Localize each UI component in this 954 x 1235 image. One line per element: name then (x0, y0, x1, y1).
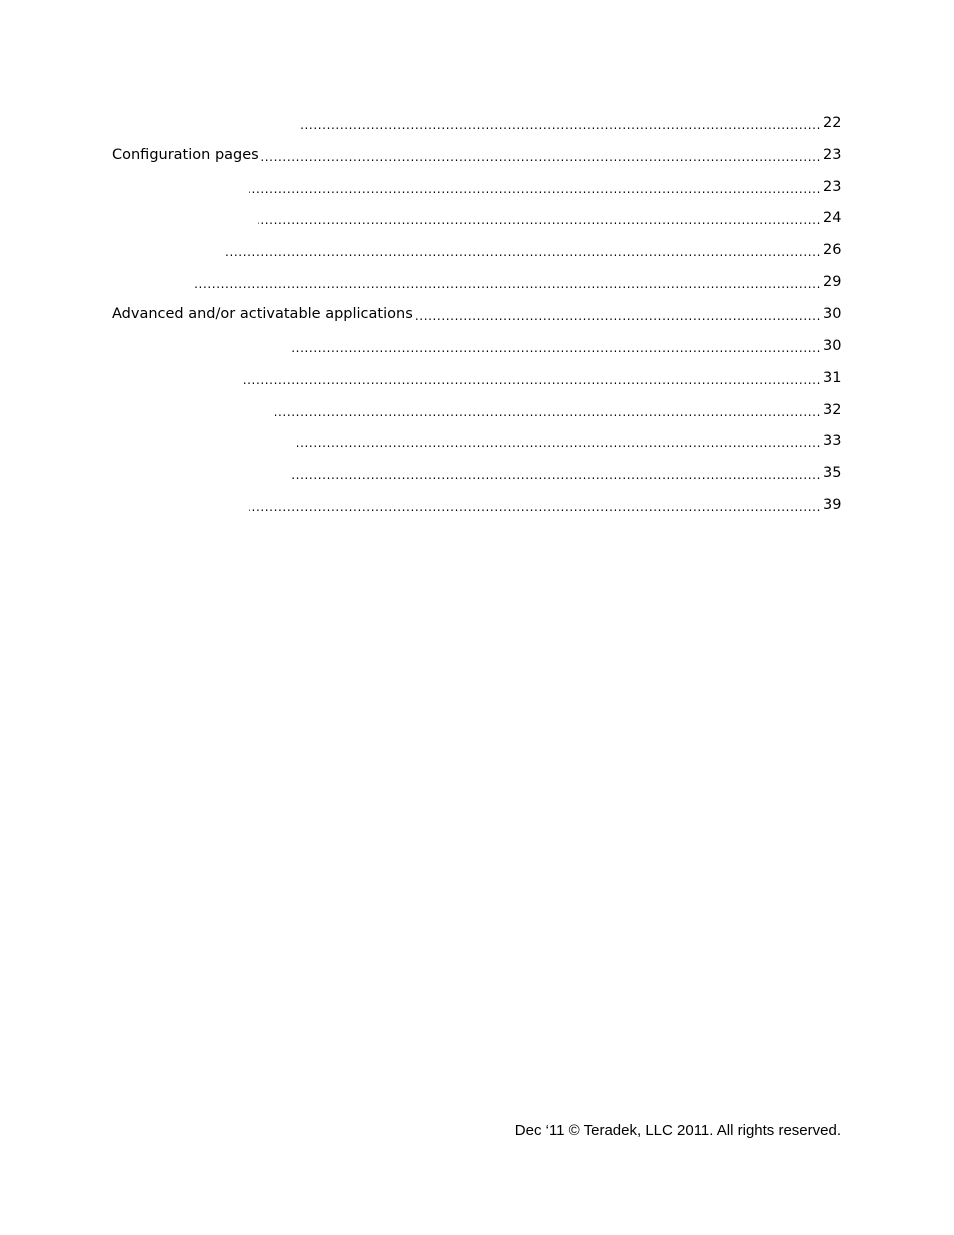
toc-entry-title: Advanced and/or activatable applications (112, 306, 413, 322)
toc-dot-leader (249, 176, 821, 198)
toc-entry[interactable] (301, 112, 841, 134)
toc-page-number: 30 (823, 338, 841, 354)
toc-dot-leader (258, 207, 821, 229)
toc-entry[interactable] (275, 399, 841, 421)
toc-entry[interactable] (292, 462, 841, 484)
toc-page-number: 32 (823, 402, 841, 418)
toc-page-number: 24 (823, 210, 841, 226)
toc-entry-title: Configuration pages (112, 147, 259, 163)
toc-entry[interactable] (241, 367, 841, 389)
toc-dot-leader (301, 112, 821, 134)
toc-dot-leader (292, 335, 821, 357)
toc-dot-leader (413, 303, 821, 325)
toc-page-number: 23 (823, 147, 841, 163)
table-of-contents (0, 0, 954, 540)
page-footer: Dec ‘11 © Teradek, LLC 2011. All rights reserved. (514, 1122, 841, 1139)
toc-dot-leader (249, 494, 821, 516)
toc-page-number: 22 (823, 115, 841, 131)
toc-entry[interactable] (193, 271, 841, 293)
toc-dot-leader (292, 462, 821, 484)
toc-page-number: 39 (823, 497, 841, 513)
toc-page-number: 30 (823, 306, 841, 322)
toc-dot-leader (241, 367, 821, 389)
toc-page-number: 35 (823, 465, 841, 481)
toc-entry[interactable] (249, 494, 841, 516)
toc-dot-leader (259, 144, 821, 166)
toc-dot-leader (297, 430, 821, 452)
toc-dot-leader (275, 399, 821, 421)
toc-entry[interactable] (292, 335, 841, 357)
toc-entry[interactable] (249, 176, 841, 198)
toc-dot-leader (193, 271, 821, 293)
toc-entry[interactable] (112, 303, 841, 325)
toc-entry[interactable] (224, 239, 841, 261)
toc-page-number: 33 (823, 433, 841, 449)
toc-page-number: 23 (823, 179, 841, 195)
toc-page-number: 26 (823, 242, 841, 258)
toc-entry[interactable] (112, 144, 841, 166)
toc-entry[interactable] (297, 430, 841, 452)
toc-page-number: 29 (823, 274, 841, 290)
toc-dot-leader (224, 239, 821, 261)
toc-entry[interactable] (258, 207, 841, 229)
toc-page-number: 31 (823, 370, 841, 386)
